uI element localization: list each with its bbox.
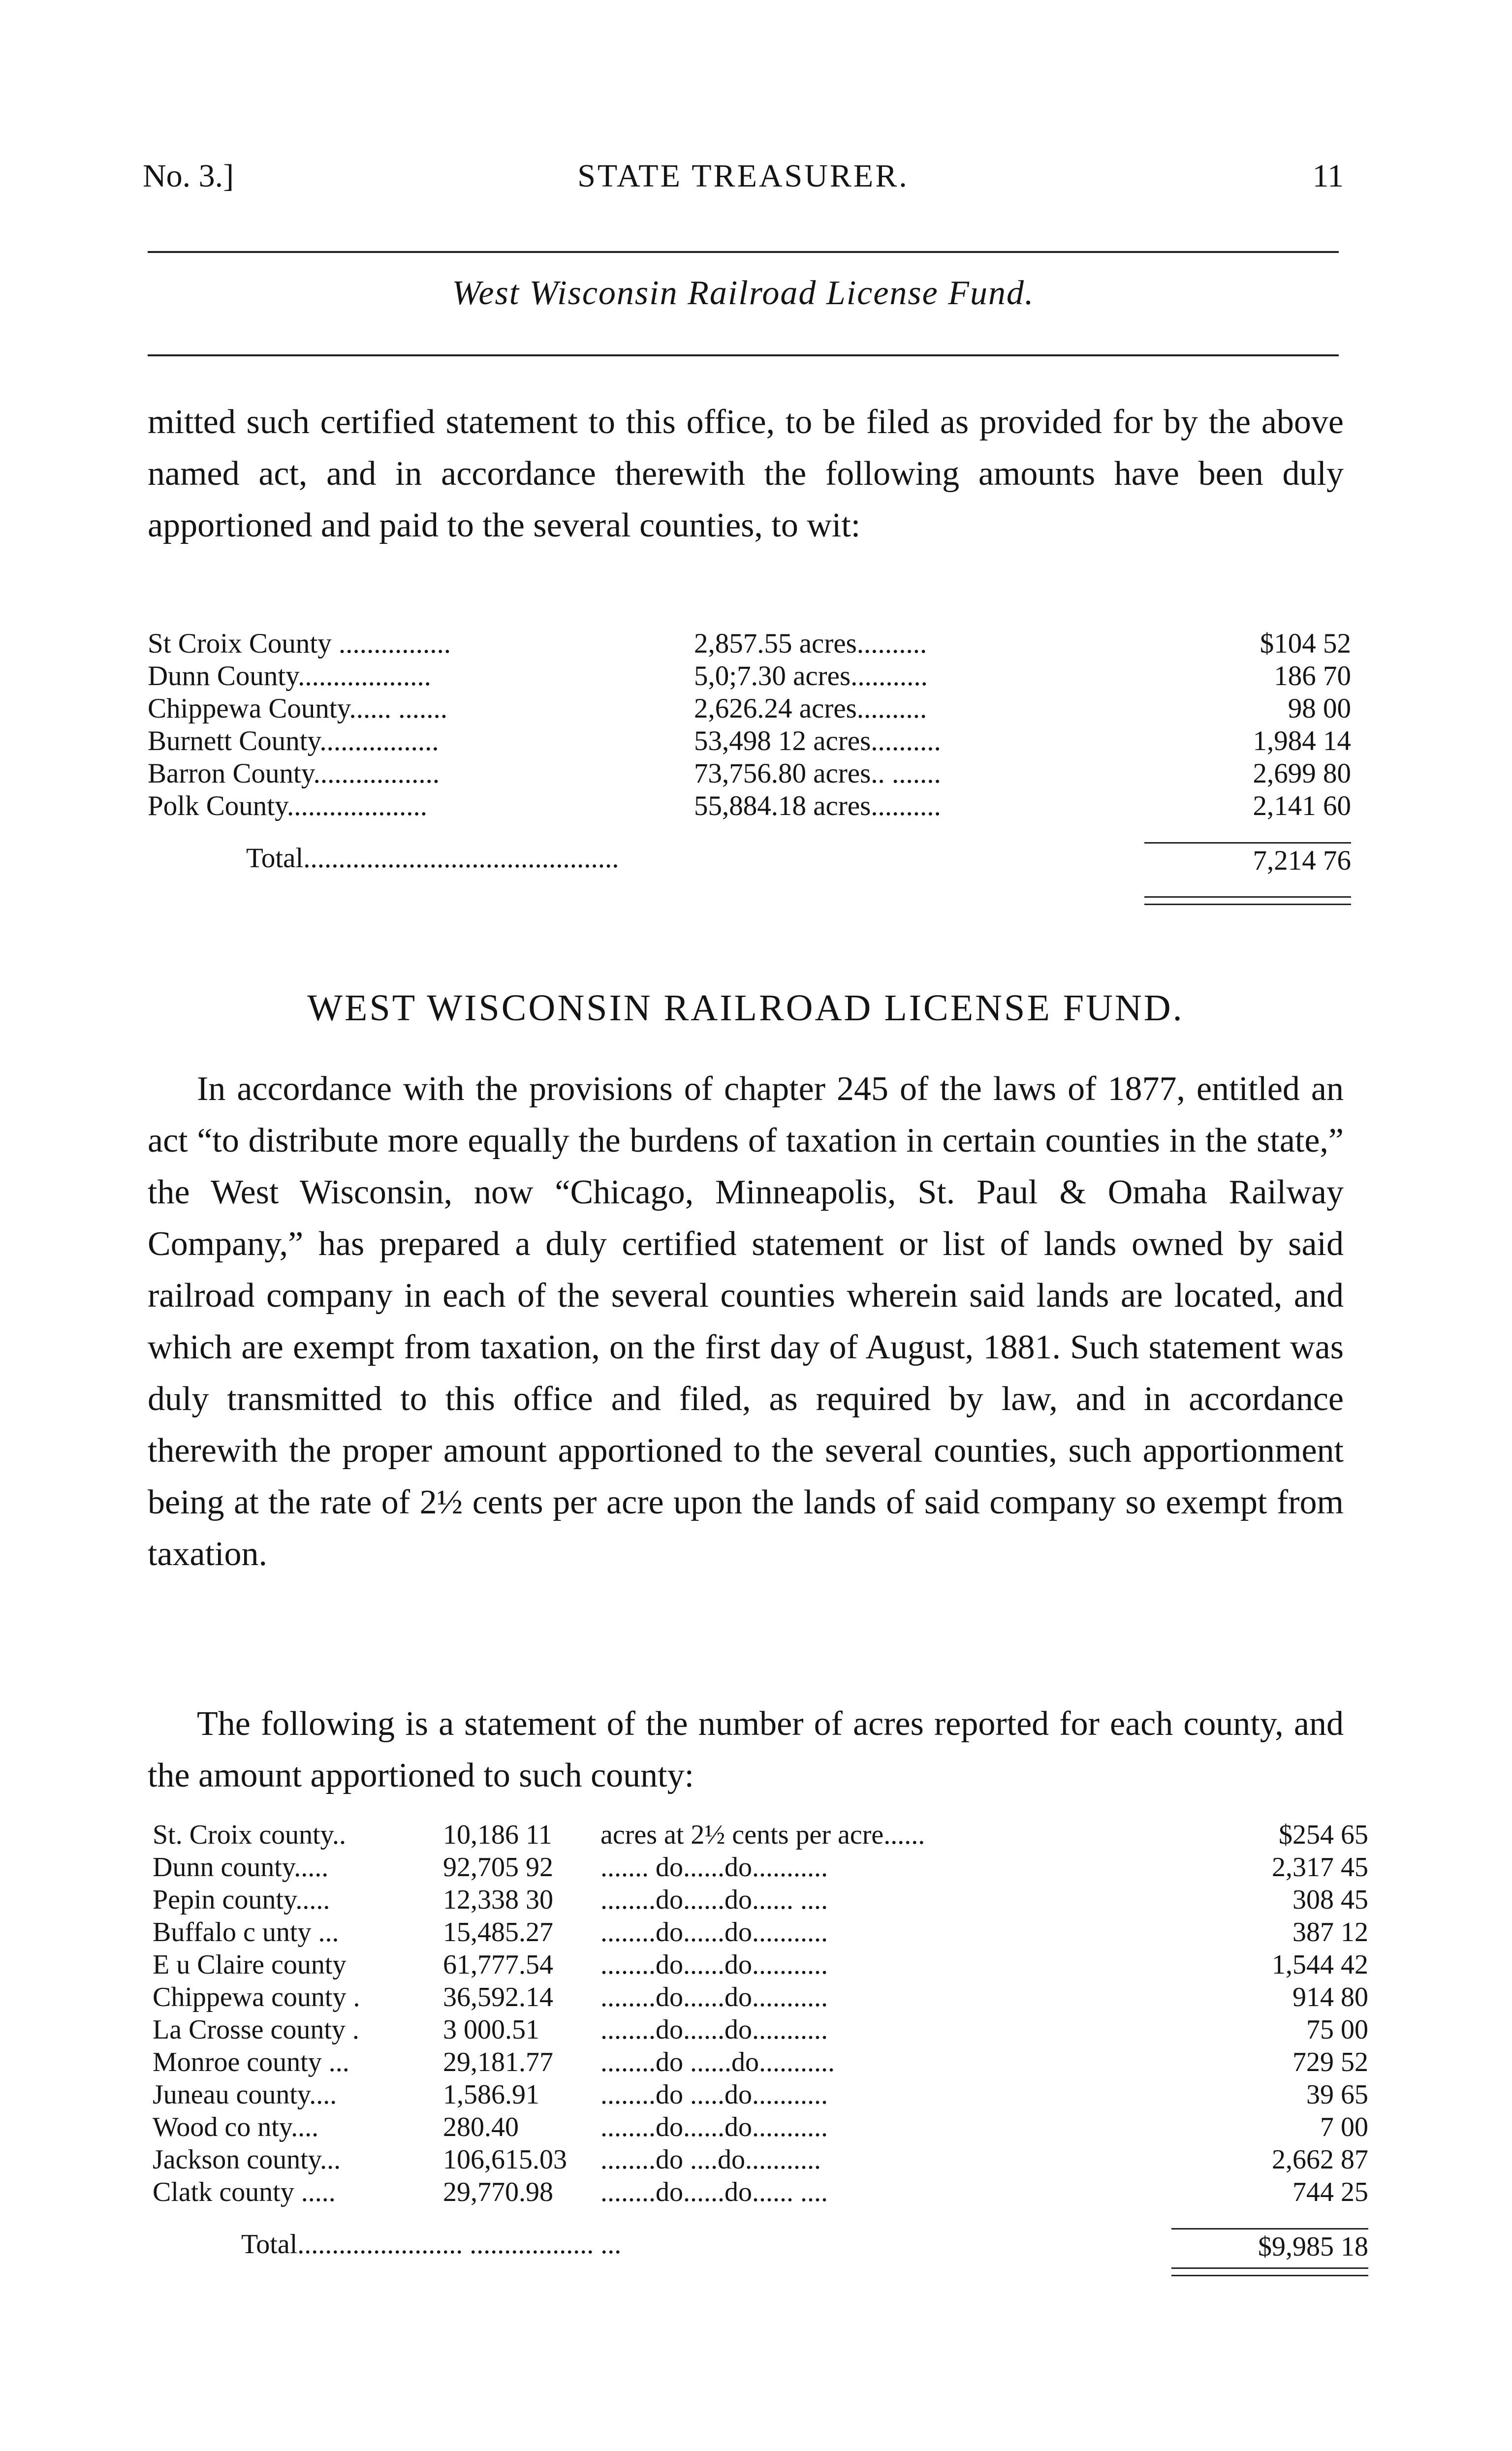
header-title: STATE TREASURER.	[577, 158, 909, 194]
table-row	[148, 628, 1358, 660]
county-name: La Crosse county .	[153, 2014, 359, 2045]
county-name: St Croix County ................	[148, 628, 451, 659]
rate-text: acres at 2½ cents per acre......	[600, 1820, 925, 1850]
license-fund-table-2	[153, 1819, 1373, 2267]
amount-value: 914 80	[1292, 1982, 1368, 2012]
acres-value: 10,186 11	[443, 1820, 552, 1850]
amount-value: 308 45	[1292, 1885, 1368, 1915]
table-row	[148, 790, 1358, 822]
table-row	[148, 692, 1358, 725]
rate-text: ........do......do...... ....	[600, 1885, 828, 1915]
table-row	[153, 2046, 1373, 2078]
amount-value: 2,699 80	[1253, 758, 1351, 789]
table-row	[148, 725, 1358, 757]
page-number: 11	[1312, 158, 1344, 194]
acres-value: 2,626.24 acres..........	[694, 693, 927, 724]
acres-value: 5,0;7.30 acres...........	[694, 660, 928, 691]
body-paragraph-1: In accordance with the provisions of chapter 245 of the laws of 1877, entitled an act “to distribute more equally the burdens of taxation in certain counties in the state,” the West Wisconsin, now “Chicago, Minneapolis, St. Paul & Omaha Railway Company,” has prepared a duly certified statement or list of lands owned by said railroad company in each of the several counties wherein said lands are located, and which are exempt from taxation, on the first day of August, 1881. Such statement was duly transmitted to this office and filed, as required by law, and in accordance therewith the proper amount apportioned to the several counties, such apportionment being at the rate of 2½ cents per acre upon the lands of said company so exempt from taxation.	[148, 1070, 1344, 1573]
acres-value: 12,338 30	[443, 1885, 553, 1915]
amount-value: 1,984 14	[1253, 725, 1351, 756]
total-amount: 7,214 76	[1144, 842, 1351, 877]
amount-value: 75 00	[1306, 2014, 1368, 2045]
table-row	[153, 1916, 1373, 1948]
county-name: Pepin county.....	[153, 1885, 330, 1915]
amount-value: $104 52	[1260, 628, 1351, 659]
county-name: Polk County....................	[148, 790, 427, 821]
table-row	[153, 1981, 1373, 2013]
amount-value: 39 65	[1306, 2079, 1368, 2110]
double-underline	[1171, 2267, 1368, 2276]
amount-value: $254 65	[1279, 1820, 1368, 1850]
county-name: Chippewa County...... .......	[148, 693, 448, 724]
table-row	[153, 2013, 1373, 2046]
county-name: Juneau county....	[153, 2079, 337, 2110]
table-row	[153, 1948, 1373, 1981]
amount-value: 186 70	[1274, 660, 1351, 691]
intro-paragraph: mitted such certified statement to this office, to be filed as provided for by the above named act, and in accordance therewith the following amounts have been duly apportioned and paid to the several counties, to wit:	[148, 403, 1344, 544]
rate-text: ........do......do...........	[600, 1917, 828, 1948]
rate-text: ........do ....do...........	[600, 2144, 821, 2175]
rate-text: ........do......do...... ....	[600, 2177, 828, 2207]
double-underline	[1144, 896, 1351, 905]
total-label: Total........................ .................. ...	[241, 2229, 622, 2260]
amount-value: 744 25	[1292, 2177, 1368, 2207]
acres-value: 29,181.77	[443, 2047, 553, 2077]
amount-value: 387 12	[1292, 1917, 1368, 1948]
license-fund-table-1	[148, 628, 1358, 881]
rate-text: ........do......do...........	[600, 1949, 828, 1980]
amount-value: 2,662 87	[1272, 2144, 1368, 2175]
acres-value: 3 000.51	[443, 2014, 539, 2045]
amount-value: 7 00	[1320, 2112, 1368, 2142]
acres-value: 106,615.03	[443, 2144, 567, 2175]
table-row	[153, 2078, 1373, 2111]
rate-text: ........do......do...........	[600, 2112, 828, 2142]
table-row	[153, 1819, 1373, 1851]
section-heading: WEST WISCONSIN RAILROAD LICENSE FUND.	[307, 987, 1184, 1029]
county-name: Clatk county .....	[153, 2177, 336, 2207]
amount-value: 1,544 42	[1272, 1949, 1368, 1980]
acres-value: 53,498 12 acres..........	[694, 725, 941, 756]
amount-value: 2,317 45	[1272, 1852, 1368, 1883]
county-name: Chippewa county .	[153, 1982, 360, 2012]
acres-value: 2,857.55 acres..........	[694, 628, 927, 659]
header-rule-top	[148, 251, 1339, 253]
county-name: Burnett County.................	[148, 725, 439, 756]
amount-value: 729 52	[1292, 2047, 1368, 2077]
rate-text: ........do .....do...........	[600, 2079, 828, 2110]
running-header	[143, 148, 1344, 202]
acres-value: 55,884.18 acres..........	[694, 790, 941, 821]
total-row	[148, 842, 1358, 881]
total-label: Total.............................................	[246, 843, 619, 874]
total-row	[153, 2228, 1373, 2267]
county-name: Dunn County...................	[148, 660, 431, 691]
county-name: Dunn county.....	[153, 1852, 329, 1883]
table-row	[153, 2111, 1373, 2143]
acres-value: 280.40	[443, 2112, 519, 2142]
rate-text: ........do......do...........	[600, 2014, 828, 2045]
acres-value: 29,770.98	[443, 2177, 553, 2207]
table-row	[153, 1851, 1373, 1884]
county-name: Barron County..................	[148, 758, 440, 789]
amount-value: 98 00	[1288, 693, 1351, 724]
table-row	[153, 1884, 1373, 1916]
table-row	[148, 660, 1358, 692]
table-row	[153, 2176, 1373, 2208]
county-name: E u Claire county	[153, 1949, 346, 1980]
acres-value: 15,485.27	[443, 1917, 553, 1948]
amount-value: 2,141 60	[1253, 790, 1351, 821]
rate-text: ........do ......do...........	[600, 2047, 835, 2077]
county-name: Jackson county...	[153, 2144, 341, 2175]
acres-value: 92,705 92	[443, 1852, 553, 1883]
rate-text: ........do......do...........	[600, 1982, 828, 2012]
body-paragraph-2: The following is a statement of the number of acres reported for each county, and the amount apportioned to such county:	[148, 1705, 1344, 1794]
total-amount: $9,985 18	[1171, 2228, 1368, 2263]
acres-value: 61,777.54	[443, 1949, 553, 1980]
acres-value: 73,756.80 acres.. .......	[694, 758, 941, 789]
acres-value: 1,586.91	[443, 2079, 539, 2110]
county-name: Buffalo c unty ...	[153, 1917, 339, 1948]
county-name: St. Croix county..	[153, 1820, 346, 1850]
table-row	[148, 757, 1358, 790]
header-rule-bottom	[148, 354, 1339, 356]
document-number: No. 3.]	[143, 158, 234, 194]
rate-text: ....... do......do...........	[600, 1852, 828, 1883]
acres-value: 36,592.14	[443, 1982, 553, 2012]
county-name: Wood co nty....	[153, 2112, 319, 2142]
section-title: West Wisconsin Railroad License Fund.	[452, 274, 1035, 312]
county-name: Monroe county ...	[153, 2047, 349, 2077]
table-row	[153, 2143, 1373, 2176]
